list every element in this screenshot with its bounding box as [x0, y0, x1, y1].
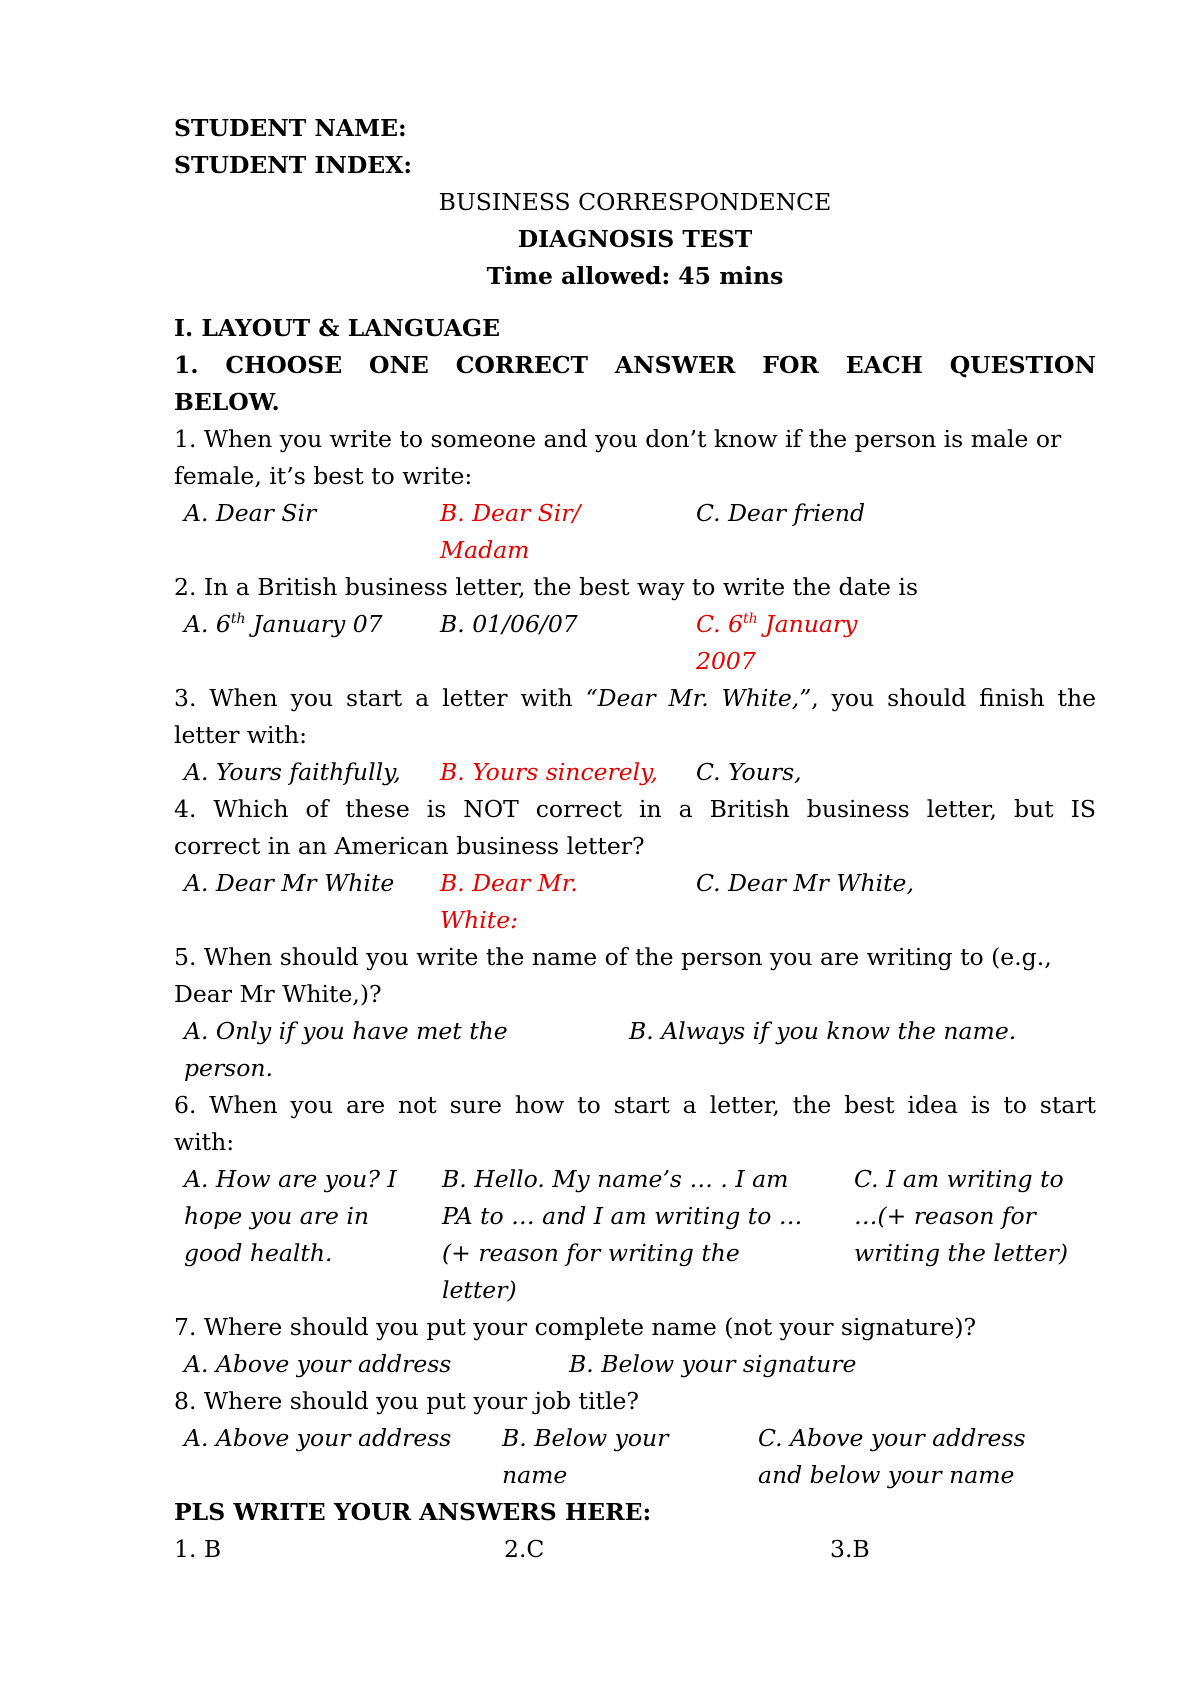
- answer-3[interactable]: 3.B: [830, 1535, 870, 1563]
- option-c[interactable]: C. Dear Mr White,: [696, 869, 914, 897]
- option-c-line-1: C. I am writing to: [854, 1165, 1064, 1193]
- question-7-text: 7. Where should you put your complete name (not your signature)?: [174, 1313, 977, 1341]
- option-b-line-1: B. Dear Sir/: [440, 499, 581, 527]
- option-b-line-1: B. Dear Mr.: [440, 869, 578, 897]
- question-6-text-2: with:: [174, 1128, 235, 1156]
- question-6-options: [174, 1161, 1096, 1309]
- test-title: DIAGNOSIS TEST: [517, 225, 753, 253]
- student-index-label: STUDENT INDEX:: [174, 151, 413, 179]
- option-a-line-2: person.: [184, 1054, 273, 1082]
- time-allowed: Time allowed: 45 mins: [486, 262, 784, 290]
- option-a-line-3: good health.: [184, 1239, 333, 1267]
- option-b-line-2: PA to … and I am writing to …: [442, 1202, 803, 1230]
- option-c-line-3: writing the letter): [854, 1239, 1069, 1267]
- option-b[interactable]: [430, 495, 686, 569]
- option-c-line-2: 2007: [696, 647, 756, 675]
- option-a[interactable]: A. Dear Sir: [184, 499, 317, 527]
- option-a[interactable]: [174, 606, 430, 680]
- option-c-month: January: [757, 610, 858, 638]
- option-c-line-2: and below your name: [758, 1461, 1015, 1489]
- instruction-line-2: BELOW.: [174, 388, 280, 416]
- answers-heading: PLS WRITE YOUR ANSWERS HERE:: [174, 1498, 652, 1526]
- answer-2[interactable]: 2.C: [504, 1535, 545, 1563]
- answer-1[interactable]: 1. B: [174, 1535, 222, 1563]
- option-c-line-2: …(+ reason for: [854, 1202, 1036, 1230]
- question-4-options: [174, 865, 1096, 939]
- option-a-line-1: A. How are you? I: [184, 1165, 397, 1193]
- student-name-label: STUDENT NAME:: [174, 114, 407, 142]
- option-c-line-1: [696, 606, 986, 643]
- answers-row: [174, 1531, 1096, 1568]
- option-b[interactable]: [492, 1420, 748, 1494]
- question-5-text-2: Dear Mr White,)?: [174, 980, 382, 1008]
- option-c-line-1: C. Above your address: [758, 1424, 1026, 1452]
- option-b-line-4: letter): [442, 1276, 517, 1304]
- question-1-text-2: female, it’s best to write:: [174, 462, 473, 490]
- option-a-rest: January 07: [245, 610, 383, 638]
- question-3-text-2: letter with:: [174, 721, 308, 749]
- question-1-options: [174, 495, 1096, 569]
- option-b[interactable]: [430, 865, 686, 939]
- option-a[interactable]: A. Above your address: [184, 1424, 452, 1452]
- question-5-text: 5. When should you write the name of the person you are writing to (e.g.,: [174, 943, 1052, 971]
- course-title: BUSINESS CORRESPONDENCE: [438, 188, 832, 216]
- option-b[interactable]: B. Yours sincerely,: [440, 758, 658, 786]
- option-c-day: C. 6: [696, 610, 744, 638]
- option-b[interactable]: B. 01/06/07: [440, 610, 578, 638]
- question-8-text: 8. Where should you put your job title?: [174, 1387, 639, 1415]
- option-c[interactable]: [844, 1161, 1094, 1309]
- question-2-options: [174, 606, 1096, 680]
- option-c[interactable]: C. Yours,: [696, 758, 802, 786]
- option-b-line-1: B. Hello. My name’s … . I am: [442, 1165, 789, 1193]
- question-3-part-1: 3. When you start a letter with: [174, 684, 586, 712]
- question-3-text: [174, 680, 1096, 717]
- question-3-salutation: “Dear Mr. White,”: [585, 684, 812, 712]
- question-8-options: [174, 1420, 1096, 1494]
- option-c-ordinal: th: [743, 611, 758, 627]
- question-4-text-2: correct in an American business letter?: [174, 832, 645, 860]
- option-b-line-3: (+ reason for writing the: [442, 1239, 740, 1267]
- question-6-text: 6. When you are not sure how to start a letter, the best idea is to start: [174, 1091, 1096, 1119]
- option-a[interactable]: [174, 1013, 619, 1087]
- question-3-part-3: , you should finish the: [811, 684, 1097, 712]
- question-3-options: [174, 754, 1096, 791]
- question-7-options: [174, 1346, 1096, 1383]
- option-c[interactable]: C. Dear friend: [696, 499, 866, 527]
- option-a-line-1: A. Only if you have met the: [184, 1017, 508, 1045]
- option-a[interactable]: A. Yours faithfully,: [184, 758, 401, 786]
- option-a[interactable]: [174, 1161, 432, 1309]
- option-c[interactable]: [748, 1420, 1078, 1494]
- option-b-line-2: Madam: [440, 536, 530, 564]
- option-a-ordinal: th: [230, 611, 246, 627]
- question-4-text: 4. Which of these is NOT correct in a British business letter, but IS: [174, 795, 1096, 823]
- option-a-day: A. 6: [184, 610, 231, 638]
- test-page: [174, 110, 1096, 1568]
- option-b[interactable]: B. Below your signature: [569, 1350, 857, 1378]
- option-a-line-2: hope you are in: [184, 1202, 370, 1230]
- option-a[interactable]: A. Above your address: [184, 1350, 452, 1378]
- option-a[interactable]: A. Dear Mr White: [184, 869, 395, 897]
- section-title: I. LAYOUT & LANGUAGE: [174, 314, 501, 342]
- instruction-line-1: 1. CHOOSE ONE CORRECT ANSWER FOR EACH QUESTION: [174, 351, 1096, 379]
- option-b[interactable]: B. Always if you know the name.: [629, 1017, 1017, 1045]
- option-b-line-1: B. Below your: [502, 1424, 669, 1452]
- question-1-text: 1. When you write to someone and you don’t know if the person is male or: [174, 425, 1062, 453]
- option-c[interactable]: [686, 606, 986, 680]
- question-5-options: [174, 1013, 1096, 1087]
- option-b[interactable]: [432, 1161, 844, 1309]
- option-b-line-2: name: [502, 1461, 568, 1489]
- option-b-line-2: White:: [440, 906, 519, 934]
- question-2-text: 2. In a British business letter, the best way to write the date is: [174, 573, 919, 601]
